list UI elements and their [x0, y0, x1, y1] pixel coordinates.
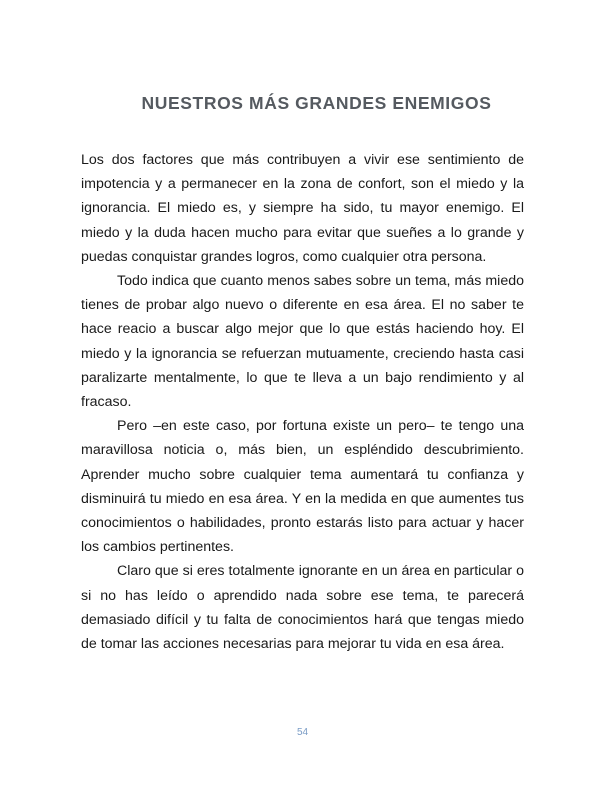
body-text [81, 148, 524, 656]
paragraph-1: Los dos factores que más contribuyen a vivir ese sentimiento de impotencia y a permanecer en la zona de confort, son el miedo y la ignorancia. El miedo es, y siempre ha sido, tu mayor enemigo. El miedo y la duda hacen mucho para evitar que sueñes a lo grande y puedas conquistar grandes logros, como cualquier otra persona. [81, 152, 524, 265]
paragraph-4: Claro que si eres totalmente ignorante en un área en particular o si no has leído o aprendido nada sobre ese tema, te parecerá demasiado difícil y tu falta de conocimientos hará que tengas miedo de tomar las acciones necesarias para mejorar tu vida en esa área. [81, 563, 524, 653]
page-number: 54 [296, 727, 309, 738]
chapter-title: NUESTROS MÁS GRANDES ENEMIGOS [141, 93, 492, 113]
paragraph-2: Todo indica que cuanto menos sabes sobre un tema, más miedo tienes de probar algo nuevo o diferente en esa área. El no saber te hace reacio a buscar algo mejor que lo que estás haciendo hoy. El miedo y la ignorancia se refuerzan mutuamente, creciendo hasta casi paralizarte mentalmente, lo que te lleva a un bajo rendimiento y al fracaso. [81, 273, 524, 411]
paragraph-3: Pero –en este caso, por fortuna existe un pero– te tengo una maravillosa noticia o, más bien, un espléndido descubrimiento. Aprender mucho sobre cualquier tema aumentará tu confianza y disminuirá tu miedo en esa área. Y en la medida en que aumentes tus conocimientos o habilidades, pronto estarás listo para actuar y hacer los cambios pertinentes. [81, 418, 524, 556]
